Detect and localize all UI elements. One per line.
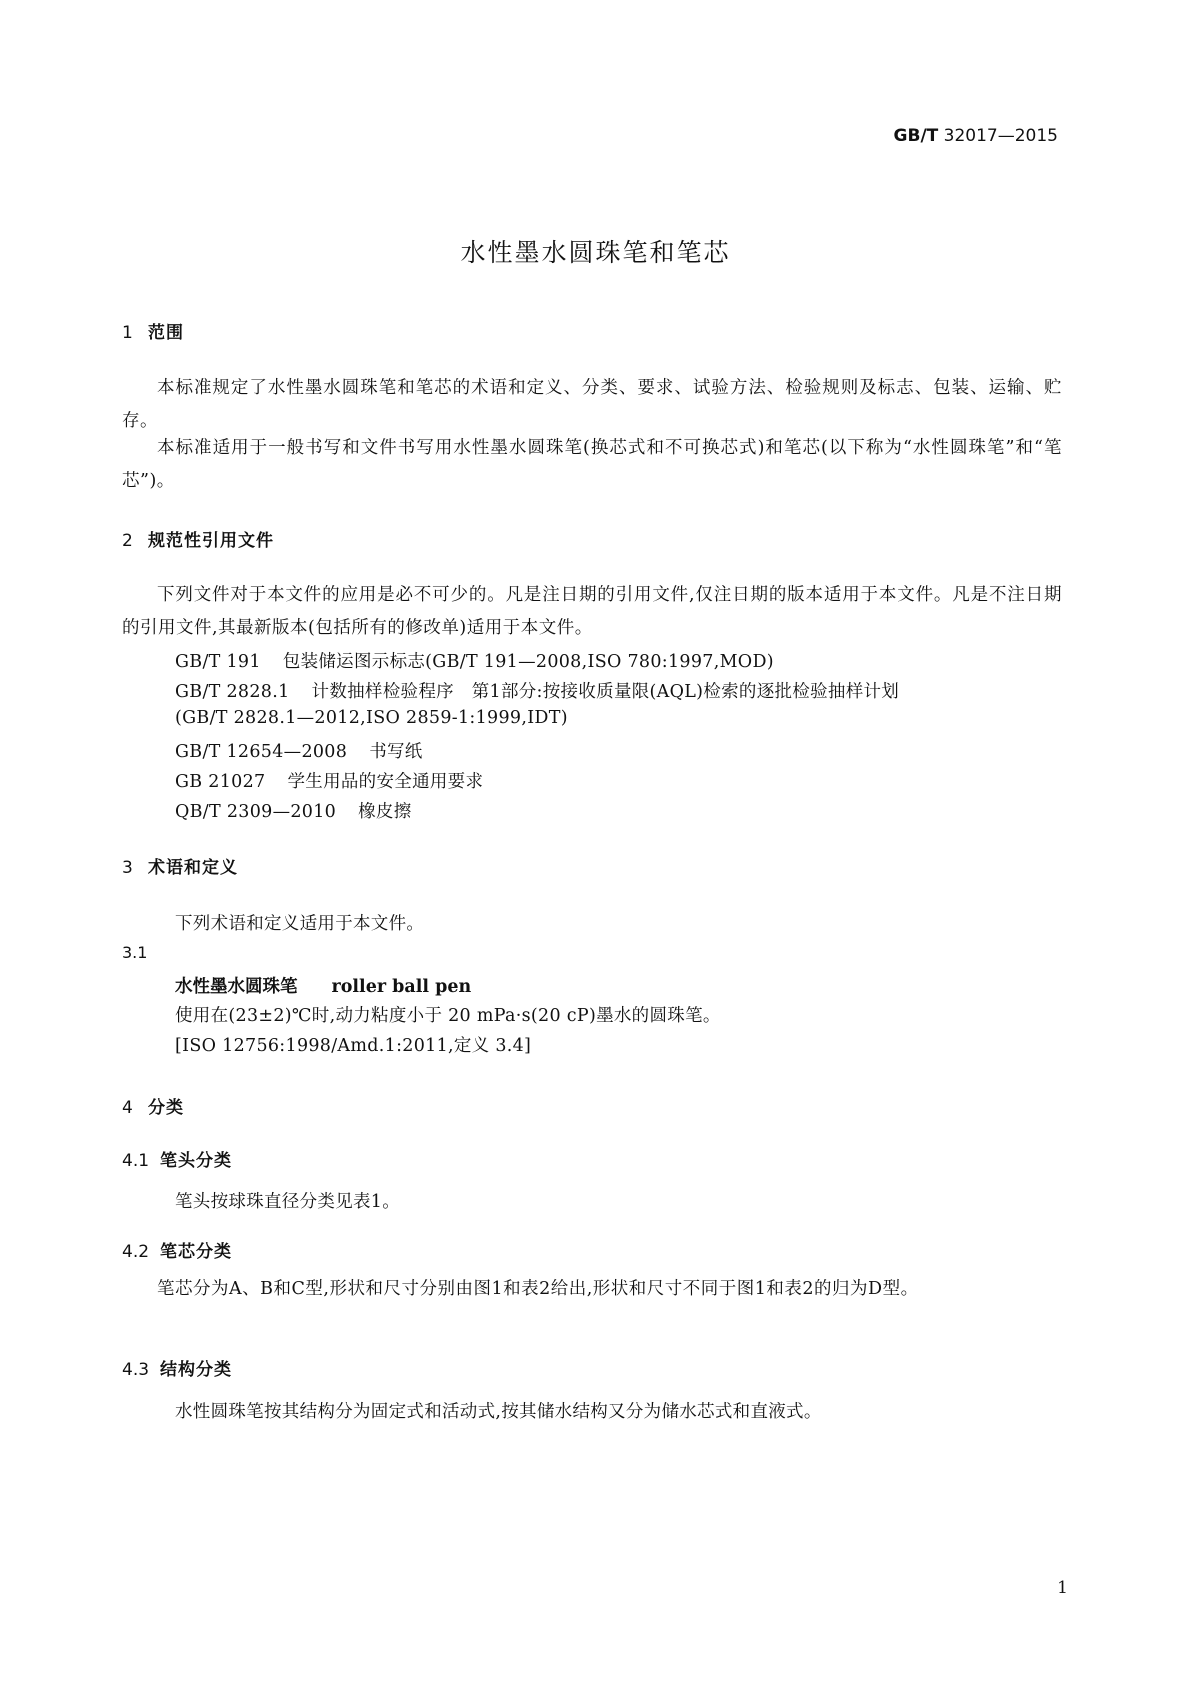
section-1-heading: [122, 318, 184, 343]
subsection-number: 4.3: [122, 1360, 150, 1380]
subsection-4-2-text: 笔芯分为A、B和C型,形状和尺寸分别由图1和表2给出,形状和尺寸不同于图1和表2的归为D型。: [157, 1279, 919, 1299]
subsection-4-3-heading: [122, 1355, 232, 1380]
subsection-4-1-text: 笔头按球珠直径分类见表1。: [175, 1192, 401, 1212]
section-2-intro: 下列文件对于本文件的应用是必不可少的。凡是注日期的引用文件,仅注日期的版本适用于本文件。凡是不注日期的引用文件,其最新版本(包括所有的修改单)适用于本文件。: [122, 585, 1062, 638]
reference-title: 包装储运图示标志(GB/T 191—2008,ISO 780:1997,MOD): [282, 652, 774, 672]
reference-item: [175, 678, 899, 703]
term-number: 3.1: [122, 943, 148, 962]
section-title: 术语和定义: [148, 858, 238, 878]
subsection-4-1-heading: [122, 1146, 232, 1171]
reference-item: [175, 738, 423, 763]
section-number: 4: [122, 1098, 133, 1118]
subsection-number: 4.1: [122, 1151, 150, 1171]
reference-title: 书写纸: [369, 742, 423, 762]
section-2-heading: [122, 526, 274, 551]
section-title: 范围: [148, 323, 184, 343]
section-number: 3: [122, 858, 133, 878]
document-title: 水性墨水圆珠笔和笔芯: [460, 238, 731, 267]
standard-code: [894, 126, 1058, 146]
reference-code: GB 21027: [175, 772, 266, 792]
term-entry: [175, 973, 471, 998]
section-title: 分类: [148, 1098, 184, 1118]
reference-code: GB/T 191: [175, 652, 261, 672]
reference-item-continuation: [175, 708, 568, 728]
reference-title: 计数抽样检验程序 第1部分:按接收质量限(AQL)检索的逐批检验抽样计划: [311, 682, 900, 702]
section-3-heading: [122, 853, 238, 878]
term-source: [ISO 12756:1998/Amd.1:2011,定义 3.4]: [175, 1036, 532, 1056]
standard-number: 32017—2015: [943, 126, 1058, 146]
section-3-intro: 下列术语和定义适用于本文件。: [175, 914, 425, 934]
reference-title: 学生用品的安全通用要求: [287, 772, 484, 792]
standard-prefix: GB/T: [893, 126, 939, 146]
reference-code: GB/T 2828.1: [175, 682, 290, 702]
section-1-paragraph-2: 本标准适用于一般书写和文件书写用水性墨水圆珠笔(换芯式和不可换芯式)和笔芯(以下称为“水性圆珠笔”和“笔芯”)。: [122, 438, 1062, 491]
subsection-title: 笔芯分类: [160, 1242, 232, 1262]
reference-code: GB/T 12654—2008: [175, 742, 348, 762]
subsection-4-3-text: 水性圆珠笔按其结构分为固定式和活动式,按其储水结构又分为储水芯式和直液式。: [175, 1402, 822, 1422]
term-chinese: 水性墨水圆珠笔: [175, 977, 298, 997]
subsection-title: 笔头分类: [160, 1151, 232, 1171]
subsection-4-2-heading: [122, 1237, 232, 1262]
section-title: 规范性引用文件: [148, 531, 274, 551]
reference-title: (GB/T 2828.1—2012,ISO 2859-1:1999,IDT): [175, 708, 568, 728]
section-4-heading: [122, 1093, 184, 1118]
reference-item: [175, 768, 483, 793]
term-definition: 使用在(23±2)℃时,动力粘度小于 20 mPa·s(20 cP)墨水的圆珠笔。: [175, 1006, 721, 1026]
reference-item: [175, 798, 412, 823]
subsection-title: 结构分类: [160, 1360, 232, 1380]
reference-title: 橡皮擦: [358, 802, 412, 822]
subsection-number: 4.2: [122, 1242, 150, 1262]
section-number: 1: [122, 323, 133, 343]
section-1-paragraph-1: 本标准规定了水性墨水圆珠笔和笔芯的术语和定义、分类、要求、试验方法、检验规则及标志、包装、运输、贮存。: [122, 378, 1062, 431]
reference-item: [175, 648, 774, 673]
page-number: 1: [1057, 1578, 1068, 1598]
reference-code: QB/T 2309—2010: [175, 802, 337, 822]
section-number: 2: [122, 531, 133, 551]
term-english: roller ball pen: [331, 977, 472, 997]
